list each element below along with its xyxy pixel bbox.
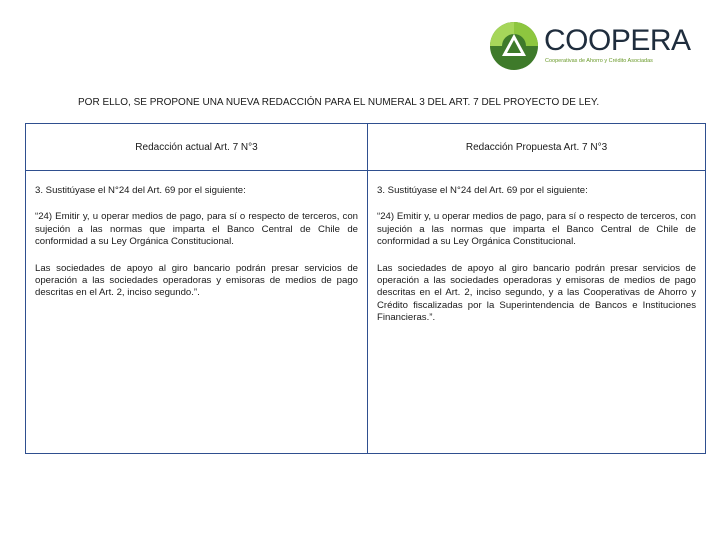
intro-statement: POR ELLO, SE PROPONE UNA NUEVA REDACCIÓN PARA EL NUMERAL 3 DEL ART. 7 DEL PROYECTO DE LEY. bbox=[78, 97, 600, 108]
table-header-row bbox=[26, 124, 706, 171]
coopera-logo bbox=[488, 20, 691, 72]
brand-tagline: Cooperativas de Ahorro y Crédito Asociadas bbox=[545, 58, 653, 64]
current-text-cell bbox=[26, 171, 368, 454]
comparison-table bbox=[25, 123, 706, 454]
header-current: Redacción actual Art. 7 N°3 bbox=[26, 124, 368, 171]
current-paragraph-3: Las sociedades de apoyo al giro bancario podrán presar servicios de operación a las sociedades operadoras y emisoras de medios de pago descritas en el Art. 2, inciso segundo.”. bbox=[35, 262, 358, 299]
brand-name: COOPERA bbox=[544, 24, 691, 57]
proposed-paragraph-1: 3. Sustitúyase el N°24 del Art. 69 por el siguiente: bbox=[377, 185, 588, 196]
proposed-paragraph-2: “24) Emitir y, u operar medios de pago, para sí o respecto de terceros, con sujeción a las normas que imparta el Banco Central de Chile de conformidad a su Ley Orgánica Constitucional. bbox=[377, 211, 696, 248]
coopera-emblem-icon bbox=[488, 20, 540, 72]
current-paragraph-2: “24) Emitir y, u operar medios de pago, para sí o respecto de terceros, con sujeción a las normas que imparta el Banco Central de Chile de conformidad a su Ley Orgánica Constitucional. bbox=[35, 211, 358, 248]
proposed-paragraph-3: Las sociedades de apoyo al giro bancario podrán presar servicios de operación a las sociedades operadoras y emisoras de medios de pago descritas en el Art. 2, inciso segundo, y a las Cooperativas de Ahorro y Crédito fiscalizadas por la Superintendencia de Bancos e Instituciones Financieras.”. bbox=[377, 262, 696, 324]
proposed-text-cell bbox=[368, 171, 706, 454]
table-row bbox=[26, 171, 706, 454]
current-paragraph-1: 3. Sustitúyase el N°24 del Art. 69 por el siguiente: bbox=[35, 185, 246, 196]
header-proposed: Redacción Propuesta Art. 7 N°3 bbox=[368, 124, 706, 171]
